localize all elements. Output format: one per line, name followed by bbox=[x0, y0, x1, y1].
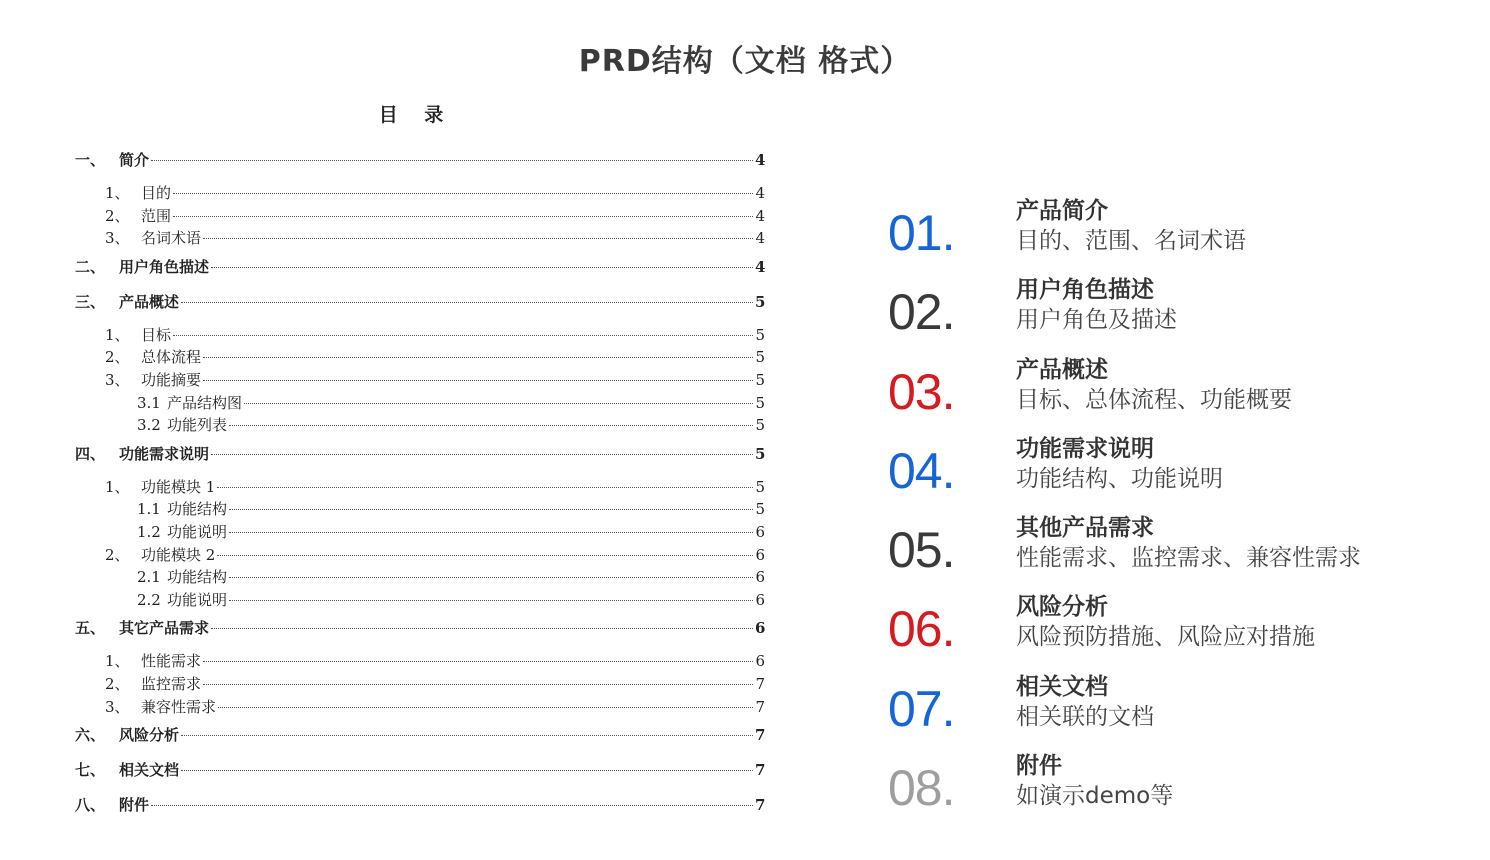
toc-leader bbox=[173, 216, 753, 217]
toc-leader bbox=[229, 425, 753, 426]
prd-outline bbox=[888, 194, 1448, 828]
toc-row[interactable] bbox=[75, 673, 765, 696]
toc-text: 附件 bbox=[119, 796, 150, 815]
outline-subtitle: 功能结构、功能说明 bbox=[1016, 465, 1223, 492]
toc-page: 4 bbox=[755, 257, 766, 276]
toc-page: 6 bbox=[755, 619, 766, 638]
toc-row[interactable] bbox=[75, 617, 765, 650]
toc-number: 2、 bbox=[105, 206, 130, 225]
toc-text: 产品结构图 bbox=[167, 393, 243, 412]
outline-heading: 风险分析 bbox=[1016, 594, 1108, 621]
toc-leader bbox=[211, 267, 753, 268]
toc-leader bbox=[203, 684, 753, 685]
toc-page: 4 bbox=[755, 229, 765, 248]
outline-heading: 产品概述 bbox=[1016, 356, 1108, 383]
toc-leader bbox=[229, 600, 753, 601]
toc-number: 1.2 bbox=[137, 522, 161, 541]
toc-row[interactable] bbox=[75, 346, 765, 369]
toc-text: 风险分析 bbox=[119, 726, 180, 745]
toc-text: 功能说明 bbox=[167, 590, 228, 609]
toc-heading: 目 录 bbox=[378, 104, 454, 126]
toc-text: 总体流程 bbox=[141, 348, 202, 367]
outline-number: 01. bbox=[888, 205, 955, 261]
toc-row[interactable] bbox=[75, 521, 765, 544]
toc-number: 3.1 bbox=[137, 393, 161, 412]
toc-number: 二、 bbox=[75, 257, 106, 276]
outline-subtitle: 性能需求、监控需求、兼容性需求 bbox=[1016, 545, 1361, 572]
toc-leader bbox=[151, 805, 753, 806]
toc-leader bbox=[211, 628, 753, 629]
toc-number: 三、 bbox=[75, 292, 106, 311]
toc-text: 相关文档 bbox=[119, 761, 180, 780]
outline-number: 03. bbox=[888, 363, 955, 420]
outline-heading: 用户角色描述 bbox=[1016, 277, 1154, 304]
toc-text: 兼容性需求 bbox=[141, 697, 217, 716]
outline-number: 07. bbox=[888, 680, 955, 737]
outline-subtitle: 用户角色及描述 bbox=[1016, 307, 1177, 334]
toc-row[interactable] bbox=[75, 256, 765, 289]
outline-text bbox=[1016, 353, 1292, 432]
toc-number: 1、 bbox=[105, 325, 130, 344]
outline-number: 02. bbox=[888, 284, 955, 341]
toc-leader bbox=[217, 487, 753, 488]
toc-text: 目的 bbox=[141, 184, 172, 202]
toc-number: 3、 bbox=[105, 229, 130, 248]
toc-number: 五、 bbox=[75, 619, 106, 638]
toc-page: 7 bbox=[755, 726, 766, 745]
toc-page: 6 bbox=[755, 568, 765, 587]
toc-row[interactable] bbox=[75, 414, 765, 437]
outline-subtitle: 目的、范围、名词术语 bbox=[1016, 228, 1246, 254]
outline-item bbox=[888, 590, 1448, 669]
toc-page: 5 bbox=[755, 444, 766, 463]
toc-page: 5 bbox=[755, 325, 765, 344]
outline-text bbox=[1016, 749, 1173, 828]
toc-row[interactable] bbox=[75, 650, 765, 673]
toc-leader bbox=[203, 661, 753, 662]
outline-heading: 功能需求说明 bbox=[1016, 435, 1154, 462]
toc-page: 4 bbox=[755, 184, 765, 202]
toc-number: 2、 bbox=[105, 348, 130, 367]
toc-row[interactable] bbox=[75, 369, 765, 392]
toc-number: 2、 bbox=[105, 674, 130, 693]
toc-page: 5 bbox=[755, 393, 765, 412]
toc-leader bbox=[218, 707, 753, 708]
toc-page: 7 bbox=[755, 796, 766, 815]
toc-number: 一、 bbox=[75, 151, 106, 169]
toc-row[interactable] bbox=[75, 589, 765, 612]
toc-leader bbox=[203, 238, 753, 239]
outline-item bbox=[888, 273, 1448, 352]
toc-leader bbox=[203, 380, 753, 381]
toc-text: 范围 bbox=[141, 206, 172, 225]
toc-row[interactable] bbox=[75, 566, 765, 589]
toc-row[interactable] bbox=[75, 182, 765, 205]
toc-row[interactable] bbox=[75, 476, 765, 499]
toc-number: 2.2 bbox=[137, 590, 161, 609]
toc-number: 3、 bbox=[105, 370, 130, 389]
toc-leader bbox=[244, 403, 753, 404]
toc-text: 用户角色描述 bbox=[119, 257, 210, 276]
toc-row[interactable] bbox=[75, 724, 765, 757]
toc-row[interactable] bbox=[75, 149, 765, 182]
toc-page: 5 bbox=[755, 292, 766, 311]
outline-item bbox=[888, 670, 1448, 749]
toc-page: 5 bbox=[755, 416, 765, 435]
toc-leader bbox=[151, 160, 753, 161]
toc-text: 功能模块 1 bbox=[141, 477, 216, 496]
toc-number: 2.1 bbox=[137, 568, 161, 587]
toc-leader bbox=[173, 193, 753, 194]
toc-row[interactable] bbox=[75, 696, 765, 719]
toc-number: 1.1 bbox=[137, 500, 161, 519]
toc-page: 5 bbox=[755, 348, 765, 367]
toc-page: 5 bbox=[755, 370, 765, 389]
outline-text bbox=[1016, 511, 1361, 590]
outline-item bbox=[888, 511, 1448, 590]
outline-subtitle: 相关联的文档 bbox=[1016, 703, 1154, 730]
outline-subtitle: 如演示demo等 bbox=[1016, 783, 1174, 810]
toc-page: 4 bbox=[755, 206, 765, 225]
toc-text: 功能模块 2 bbox=[141, 545, 216, 564]
toc-row[interactable] bbox=[75, 794, 765, 827]
toc-row[interactable] bbox=[75, 759, 765, 792]
outline-text bbox=[1016, 194, 1246, 273]
toc-page: 5 bbox=[755, 500, 765, 519]
outline-number: 06. bbox=[888, 601, 955, 658]
page-title: PRD结构（文档 格式） bbox=[578, 44, 912, 79]
toc-leader bbox=[181, 735, 753, 736]
toc-row[interactable] bbox=[75, 291, 765, 324]
toc-number: 四、 bbox=[75, 444, 106, 463]
outline-subtitle: 风险预防措施、风险应对措施 bbox=[1016, 624, 1315, 651]
toc-text: 功能结构 bbox=[167, 500, 228, 519]
outline-text bbox=[1016, 273, 1177, 352]
toc-number: 2、 bbox=[105, 545, 130, 564]
outline-heading: 相关文档 bbox=[1016, 673, 1108, 700]
toc-number: 1、 bbox=[105, 184, 130, 202]
toc-text: 功能结构 bbox=[167, 568, 228, 587]
toc-page: 7 bbox=[755, 761, 766, 780]
toc-page: 6 bbox=[755, 652, 765, 671]
outline-item bbox=[888, 194, 1448, 273]
toc-text: 功能列表 bbox=[167, 416, 228, 435]
outline-number: 08. bbox=[888, 760, 955, 817]
toc-number: 1、 bbox=[105, 477, 130, 496]
toc-leader bbox=[217, 555, 753, 556]
toc-row[interactable] bbox=[75, 324, 765, 347]
toc-row[interactable] bbox=[75, 498, 765, 521]
toc-leader bbox=[181, 770, 753, 771]
toc-page: 6 bbox=[755, 522, 765, 541]
outline-text bbox=[1016, 432, 1223, 511]
toc-row[interactable] bbox=[75, 544, 765, 567]
toc-text: 监控需求 bbox=[141, 674, 202, 693]
toc-row[interactable] bbox=[75, 227, 765, 250]
toc-leader bbox=[203, 357, 753, 358]
toc-text: 简介 bbox=[119, 151, 150, 169]
outline-number: 04. bbox=[888, 442, 955, 499]
table-of-contents bbox=[75, 100, 765, 827]
toc-number: 七、 bbox=[75, 761, 106, 780]
toc-row[interactable] bbox=[75, 443, 765, 476]
toc-number: 1、 bbox=[105, 652, 130, 671]
toc-text: 目标 bbox=[141, 325, 172, 344]
outline-text bbox=[1016, 670, 1154, 749]
toc-text: 功能需求说明 bbox=[119, 444, 210, 463]
toc-page: 6 bbox=[755, 545, 765, 564]
toc-page: 7 bbox=[755, 697, 765, 716]
toc-page: 7 bbox=[755, 674, 765, 693]
toc-leader bbox=[211, 454, 753, 455]
toc-leader bbox=[229, 577, 753, 578]
toc-number: 3.2 bbox=[137, 416, 161, 435]
toc-text: 名词术语 bbox=[141, 229, 202, 248]
toc-page: 5 bbox=[755, 477, 765, 496]
toc-leader bbox=[173, 335, 753, 336]
toc-leader bbox=[229, 509, 753, 510]
toc-text: 其它产品需求 bbox=[119, 619, 210, 638]
toc-row[interactable] bbox=[75, 205, 765, 228]
outline-heading: 产品简介 bbox=[1016, 198, 1108, 224]
toc-number: 六、 bbox=[75, 726, 106, 745]
toc-row[interactable] bbox=[75, 392, 765, 415]
outline-item bbox=[888, 353, 1448, 432]
toc-page: 4 bbox=[755, 151, 766, 169]
toc-text: 产品概述 bbox=[119, 292, 180, 311]
toc-leader bbox=[229, 532, 753, 533]
outline-heading: 附件 bbox=[1016, 753, 1062, 780]
outline-number: 05. bbox=[888, 522, 955, 579]
toc-text: 功能摘要 bbox=[141, 370, 202, 389]
outline-item bbox=[888, 749, 1448, 828]
outline-heading: 其他产品需求 bbox=[1016, 515, 1154, 542]
outline-item bbox=[888, 432, 1448, 511]
toc-leader bbox=[181, 302, 753, 303]
toc-list bbox=[75, 149, 765, 827]
outline-text bbox=[1016, 590, 1315, 669]
toc-text: 功能说明 bbox=[167, 522, 228, 541]
toc-number: 3、 bbox=[105, 697, 130, 716]
toc-text: 性能需求 bbox=[141, 652, 202, 671]
toc-page: 6 bbox=[755, 590, 765, 609]
outline-subtitle: 目标、总体流程、功能概要 bbox=[1016, 386, 1292, 413]
toc-number: 八、 bbox=[75, 796, 106, 815]
